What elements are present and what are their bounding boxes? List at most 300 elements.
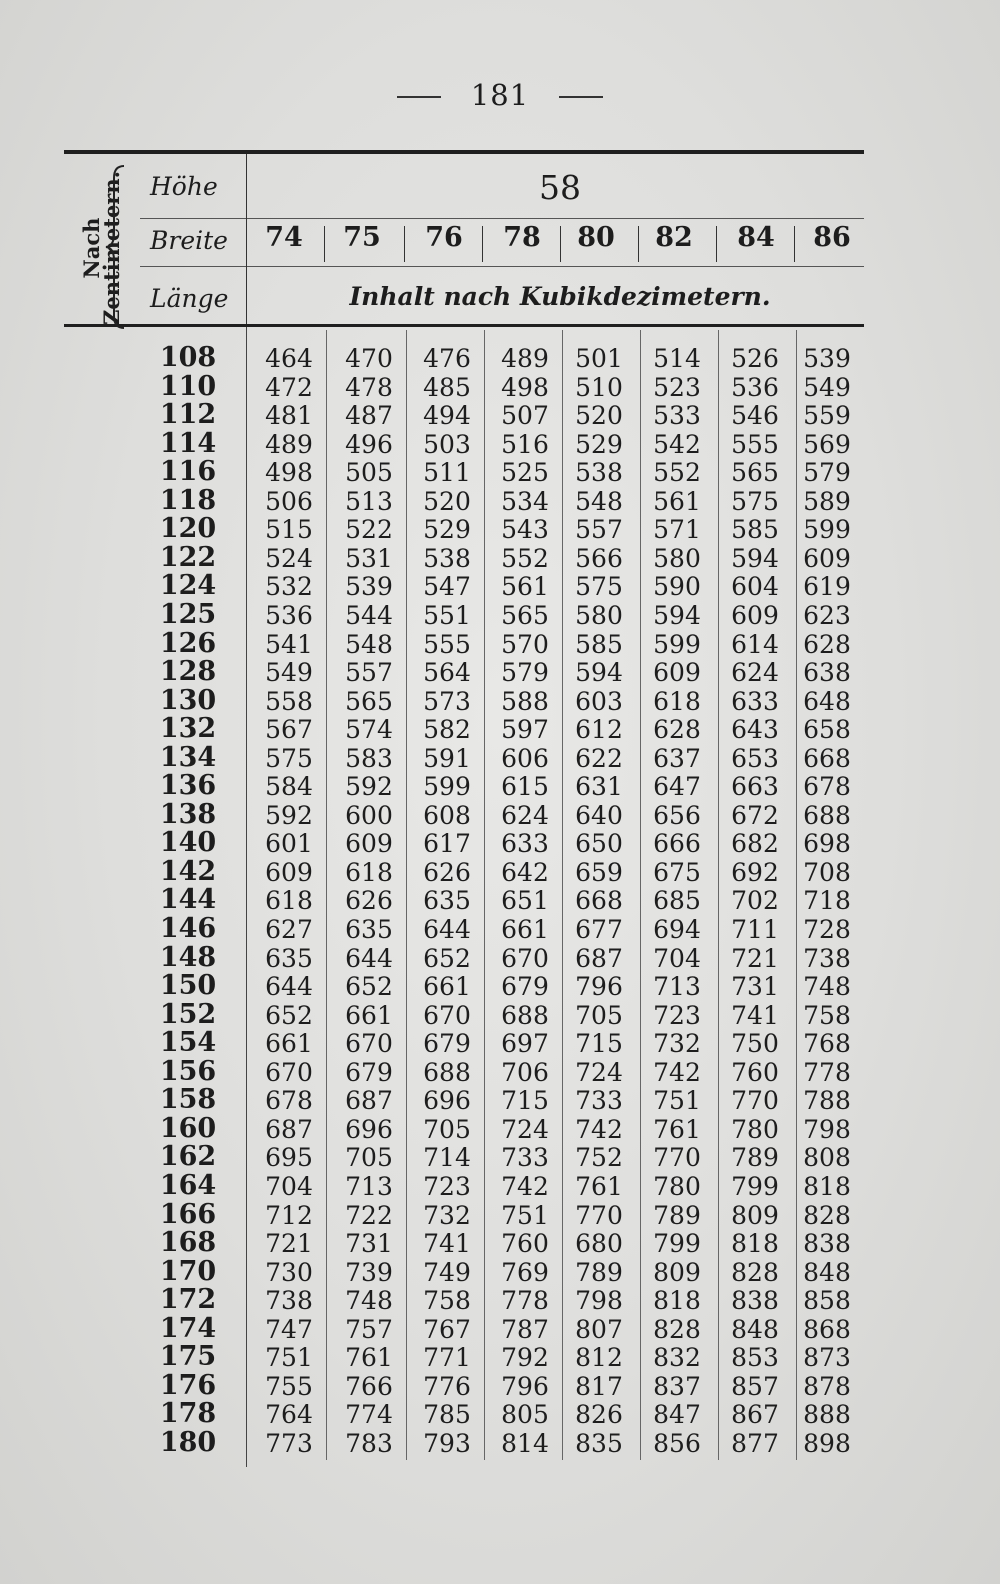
table-row <box>140 772 880 801</box>
volume-cell: 580 <box>575 600 623 630</box>
volume-cell: 570 <box>501 629 549 659</box>
volume-cell: 738 <box>265 1286 313 1316</box>
table-row <box>140 855 880 887</box>
volume-cell: 774 <box>345 1400 393 1430</box>
volume-cell: 652 <box>423 943 471 973</box>
volume-cell: 738 <box>803 943 851 973</box>
volume-cell: 561 <box>653 486 701 516</box>
volume-cell: 548 <box>345 629 393 659</box>
volume-cell: 609 <box>803 543 851 573</box>
volume-cell: 663 <box>731 772 779 802</box>
volume-cell: 652 <box>265 1000 313 1030</box>
volume-cell: 531 <box>345 543 393 573</box>
breite-label: Breite <box>150 226 228 255</box>
volume-cell: 764 <box>265 1400 313 1430</box>
volume-cell: 644 <box>423 915 471 944</box>
volume-cell: 539 <box>345 572 393 602</box>
volume-cell: 705 <box>423 1114 471 1144</box>
volume-cell: 853 <box>731 1343 779 1373</box>
volume-cell: 750 <box>731 1029 779 1059</box>
volume-cell: 557 <box>345 658 393 688</box>
volume-cell: 778 <box>803 1057 851 1087</box>
volume-cell: 785 <box>423 1400 471 1430</box>
volume-cell: 624 <box>501 800 549 830</box>
table-row <box>140 515 880 544</box>
table-row <box>140 627 880 659</box>
volume-cell: 705 <box>345 1143 393 1173</box>
volume-cell: 805 <box>501 1400 549 1430</box>
volume-cell: 668 <box>803 743 851 773</box>
volume-cell: 579 <box>501 658 549 688</box>
volume-cell: 789 <box>731 1143 779 1173</box>
volume-cell: 838 <box>731 1286 779 1316</box>
volume-cell: 818 <box>803 1171 851 1201</box>
volume-cell: 656 <box>653 800 701 830</box>
volume-cell: 761 <box>575 1171 623 1201</box>
volume-cell: 742 <box>501 1171 549 1201</box>
volume-cell: 618 <box>653 686 701 716</box>
length-cell: 160 <box>159 1112 217 1144</box>
volume-cell: 697 <box>501 1029 549 1059</box>
volume-cell: 789 <box>575 1257 623 1287</box>
volume-cell: 478 <box>345 372 393 402</box>
volume-cell: 472 <box>265 372 313 402</box>
volume-cell: 538 <box>423 543 471 573</box>
volume-cell: 668 <box>575 886 623 916</box>
volume-cell: 599 <box>423 772 471 802</box>
volume-cell: 837 <box>653 1371 701 1401</box>
table-row <box>140 572 880 601</box>
volume-cell: 679 <box>501 972 549 1002</box>
breite-divider <box>482 226 483 262</box>
table-row <box>140 1255 880 1287</box>
volume-cell: 487 <box>345 401 393 431</box>
volume-cell: 559 <box>803 401 851 431</box>
volume-cell: 817 <box>575 1371 623 1401</box>
volume-cell: 615 <box>501 772 549 802</box>
volume-cell: 575 <box>575 572 623 602</box>
volume-cell: 601 <box>265 829 313 859</box>
volume-cell: 677 <box>575 915 623 944</box>
volume-cell: 670 <box>345 1029 393 1059</box>
volume-cell: 498 <box>501 372 549 402</box>
volume-cell: 873 <box>803 1343 851 1373</box>
volume-cell: 741 <box>423 1229 471 1259</box>
volume-cell: 812 <box>575 1343 623 1373</box>
laenge-label: Länge <box>150 284 229 313</box>
volume-cell: 638 <box>803 658 851 688</box>
side-label <box>36 160 156 330</box>
volume-cell: 757 <box>345 1314 393 1344</box>
table-row <box>140 344 880 373</box>
volume-cell: 670 <box>423 1000 471 1030</box>
volume-cell: 614 <box>731 629 779 659</box>
volume-cell: 513 <box>345 486 393 516</box>
breite-divider <box>560 226 561 262</box>
volume-cell: 506 <box>265 486 313 516</box>
table-row <box>140 684 880 716</box>
volume-cell: 807 <box>575 1314 623 1344</box>
length-cell: 148 <box>159 941 217 973</box>
volume-cell: 542 <box>653 429 701 459</box>
volume-cell: 687 <box>265 1114 313 1144</box>
volume-cell: 583 <box>345 743 393 773</box>
length-cell: 158 <box>159 1084 217 1116</box>
volume-cell: 597 <box>501 715 549 745</box>
volume-cell: 658 <box>803 715 851 745</box>
volume-cell: 715 <box>501 1086 549 1116</box>
volume-cell: 769 <box>501 1257 549 1287</box>
table-row <box>140 1343 880 1372</box>
volume-cell: 792 <box>501 1343 549 1373</box>
volume-cell: 594 <box>731 543 779 573</box>
table-row <box>140 1086 880 1115</box>
table-row <box>140 458 880 487</box>
volume-cell: 670 <box>501 943 549 973</box>
volume-cell: 544 <box>345 600 393 630</box>
volume-cell: 555 <box>423 629 471 659</box>
volume-cell: 647 <box>653 772 701 802</box>
table-row <box>140 829 880 858</box>
volume-cell: 828 <box>803 1200 851 1230</box>
dash-right <box>559 96 603 98</box>
length-cell: 150 <box>159 970 217 1002</box>
breite-value: 75 <box>343 222 381 253</box>
volume-cell: 494 <box>423 401 471 431</box>
volume-cell: 520 <box>423 486 471 516</box>
volume-cell: 856 <box>653 1428 701 1458</box>
table-row <box>140 1229 880 1258</box>
breite-divider <box>324 226 325 262</box>
volume-cell: 661 <box>423 972 471 1002</box>
length-cell: 136 <box>159 770 217 802</box>
volume-cell: 704 <box>653 943 701 973</box>
volume-cell: 685 <box>653 886 701 916</box>
volume-cell: 619 <box>803 572 851 602</box>
volume-cell: 696 <box>345 1114 393 1144</box>
length-cell: 116 <box>159 456 217 488</box>
volume-cell: 793 <box>423 1428 471 1458</box>
volume-cell: 724 <box>575 1057 623 1087</box>
volume-cell: 796 <box>575 972 623 1002</box>
volume-cell: 533 <box>653 401 701 431</box>
volume-cell: 809 <box>731 1200 779 1230</box>
volume-cell: 555 <box>731 429 779 459</box>
length-cell: 164 <box>159 1169 217 1201</box>
table-row <box>140 1169 880 1201</box>
length-cell: 156 <box>159 1055 217 1087</box>
volume-cell: 612 <box>575 715 623 745</box>
volume-cell: 828 <box>731 1257 779 1287</box>
volume-cell: 538 <box>575 458 623 488</box>
volume-cell: 599 <box>803 515 851 545</box>
volume-cell: 628 <box>653 715 701 745</box>
volume-cell: 788 <box>803 1086 851 1116</box>
volume-cell: 470 <box>345 344 393 373</box>
volume-cell: 589 <box>803 486 851 516</box>
length-cell: 110 <box>159 370 217 402</box>
volume-cell: 814 <box>501 1428 549 1458</box>
dash-left <box>397 96 441 98</box>
volume-cell: 773 <box>265 1428 313 1458</box>
hoehe-label: Höhe <box>150 172 218 201</box>
volume-cell: 798 <box>803 1114 851 1144</box>
table-row <box>140 1112 880 1144</box>
volume-cell: 780 <box>653 1171 701 1201</box>
volume-cell: 771 <box>423 1343 471 1373</box>
volume-cell: 705 <box>575 1000 623 1030</box>
volume-cell: 526 <box>731 344 779 373</box>
volume-cell: 755 <box>265 1371 313 1401</box>
volume-cell: 534 <box>501 486 549 516</box>
table-row <box>140 972 880 1001</box>
volume-cell: 525 <box>501 458 549 488</box>
volume-cell: 877 <box>731 1428 779 1458</box>
volume-cell: 501 <box>575 344 623 373</box>
volume-cell: 565 <box>731 458 779 488</box>
table-row <box>140 1143 880 1172</box>
breite-divider <box>404 226 405 262</box>
volume-cell: 688 <box>423 1057 471 1087</box>
volume-cell: 687 <box>345 1086 393 1116</box>
volume-cell: 661 <box>345 1000 393 1030</box>
volume-cell: 609 <box>265 857 313 887</box>
volume-cell: 722 <box>345 1200 393 1230</box>
volume-cell: 642 <box>501 857 549 887</box>
volume-cell: 776 <box>423 1371 471 1401</box>
volume-cell: 648 <box>803 686 851 716</box>
volume-cell: 780 <box>731 1114 779 1144</box>
volume-cell: 748 <box>803 972 851 1002</box>
volume-cell: 731 <box>345 1229 393 1259</box>
volume-cell: 569 <box>803 429 851 459</box>
table-row <box>140 1198 880 1230</box>
length-cell: 134 <box>159 741 217 773</box>
volume-cell: 712 <box>265 1200 313 1230</box>
length-cell: 174 <box>159 1312 217 1344</box>
volume-cell: 718 <box>803 886 851 916</box>
volume-cell: 529 <box>423 515 471 545</box>
volume-cell: 770 <box>653 1143 701 1173</box>
volume-cell: 561 <box>501 572 549 602</box>
length-cell: 180 <box>159 1426 217 1458</box>
volume-cell: 799 <box>731 1171 779 1201</box>
hoehe-value: 58 <box>539 168 581 207</box>
length-cell: 124 <box>159 570 217 602</box>
volume-cell: 644 <box>265 972 313 1002</box>
length-cell: 130 <box>159 684 217 716</box>
volume-cell: 761 <box>345 1343 393 1373</box>
volume-cell: 552 <box>501 543 549 573</box>
volume-cell: 549 <box>265 658 313 688</box>
volume-cell: 711 <box>731 915 779 944</box>
volume-cell: 514 <box>653 344 701 373</box>
volume-cell: 758 <box>423 1286 471 1316</box>
table-row <box>140 1286 880 1315</box>
volume-cell: 661 <box>501 915 549 944</box>
volume-cell: 552 <box>653 458 701 488</box>
table-row <box>140 1312 880 1344</box>
volume-cell: 626 <box>423 857 471 887</box>
side-label-text: Nach Zentimetern. <box>79 171 124 325</box>
volume-cell: 888 <box>803 1400 851 1430</box>
table-row <box>140 741 880 773</box>
volume-cell: 723 <box>653 1000 701 1030</box>
volume-cell: 609 <box>653 658 701 688</box>
volume-cell: 652 <box>345 972 393 1002</box>
volume-cell: 565 <box>345 686 393 716</box>
length-cell: 175 <box>159 1341 217 1373</box>
volume-cell: 628 <box>803 629 851 659</box>
volume-cell: 741 <box>731 1000 779 1030</box>
volume-cell: 651 <box>501 886 549 916</box>
volume-cell: 558 <box>265 686 313 716</box>
length-cell: 122 <box>159 541 217 573</box>
volume-cell: 476 <box>423 344 471 373</box>
length-cell: 142 <box>159 855 217 887</box>
volume-cell: 670 <box>265 1057 313 1087</box>
volume-cell: 609 <box>345 829 393 859</box>
length-cell: 140 <box>159 827 217 859</box>
page-number <box>0 78 1000 112</box>
volume-cell: 515 <box>265 515 313 545</box>
volume-cell: 706 <box>501 1057 549 1087</box>
volume-cell: 698 <box>803 829 851 859</box>
volume-cell: 672 <box>731 800 779 830</box>
table-row <box>140 915 880 944</box>
volume-cell: 523 <box>653 372 701 402</box>
volume-cell: 485 <box>423 372 471 402</box>
volume-cell: 489 <box>265 429 313 459</box>
length-cell: 144 <box>159 884 217 916</box>
length-cell: 125 <box>159 598 217 630</box>
volume-cell: 728 <box>803 915 851 944</box>
volume-cell: 520 <box>575 401 623 431</box>
volume-cell: 618 <box>265 886 313 916</box>
length-cell: 166 <box>159 1198 217 1230</box>
volume-cell: 723 <box>423 1171 471 1201</box>
volume-cell: 848 <box>803 1257 851 1287</box>
volume-cell: 529 <box>575 429 623 459</box>
breite-divider <box>794 226 795 262</box>
length-cell: 170 <box>159 1255 217 1287</box>
volume-cell: 575 <box>265 743 313 773</box>
volume-cell: 666 <box>653 829 701 859</box>
volume-cell: 650 <box>575 829 623 859</box>
volume-cell: 695 <box>265 1143 313 1173</box>
volume-cell: 733 <box>501 1143 549 1173</box>
volume-cell: 789 <box>653 1200 701 1230</box>
volume-cell: 732 <box>653 1029 701 1059</box>
length-cell: 172 <box>159 1284 217 1316</box>
volume-cell: 826 <box>575 1400 623 1430</box>
volume-cell: 688 <box>501 1000 549 1030</box>
volume-cell: 702 <box>731 886 779 916</box>
volume-cell: 731 <box>731 972 779 1002</box>
volume-cell: 622 <box>575 743 623 773</box>
table-row <box>140 370 880 402</box>
volume-cell: 696 <box>423 1086 471 1116</box>
volume-cell: 600 <box>345 800 393 830</box>
volume-cell: 585 <box>731 515 779 545</box>
volume-cell: 579 <box>803 458 851 488</box>
length-cell: 114 <box>159 427 217 459</box>
length-cell: 146 <box>159 913 217 944</box>
table-row <box>140 998 880 1030</box>
length-cell: 128 <box>159 656 217 688</box>
volume-cell: 688 <box>803 800 851 830</box>
volume-cell: 787 <box>501 1314 549 1344</box>
volume-cell: 592 <box>265 800 313 830</box>
volume-cell: 847 <box>653 1400 701 1430</box>
table-row <box>140 715 880 744</box>
volume-cell: 498 <box>265 458 313 488</box>
breite-divider <box>716 226 717 262</box>
volume-cell: 675 <box>653 857 701 887</box>
volume-cell: 798 <box>575 1286 623 1316</box>
volume-cell: 733 <box>575 1086 623 1116</box>
volume-cell: 796 <box>501 1371 549 1401</box>
volume-cell: 680 <box>575 1229 623 1259</box>
volume-cell: 580 <box>653 543 701 573</box>
volume-cell: 481 <box>265 401 313 431</box>
page-number-text: 181 <box>470 78 530 112</box>
curly-brace-icon <box>104 164 126 330</box>
breite-value: 82 <box>655 222 693 253</box>
volume-cell: 590 <box>653 572 701 602</box>
volume-cell: 747 <box>265 1314 313 1344</box>
volume-cell: 532 <box>265 572 313 602</box>
volume-cell: 751 <box>653 1086 701 1116</box>
volume-cell: 878 <box>803 1371 851 1401</box>
volume-cell: 633 <box>501 829 549 859</box>
volume-cell: 694 <box>653 915 701 944</box>
volume-cell: 631 <box>575 772 623 802</box>
volume-cell: 573 <box>423 686 471 716</box>
volume-cell: 541 <box>265 629 313 659</box>
volume-cell: 511 <box>423 458 471 488</box>
length-cell: 120 <box>159 513 217 545</box>
header-line-1 <box>140 218 864 219</box>
volume-cell: 594 <box>575 658 623 688</box>
volume-cell: 539 <box>803 344 851 373</box>
volume-cell: 565 <box>501 600 549 630</box>
volume-cell: 679 <box>423 1029 471 1059</box>
volume-cell: 835 <box>575 1428 623 1458</box>
length-cell: 178 <box>159 1398 217 1430</box>
volume-cell: 730 <box>265 1257 313 1287</box>
volume-cell: 721 <box>265 1229 313 1259</box>
volume-cell: 898 <box>803 1428 851 1458</box>
length-cell: 138 <box>159 798 217 830</box>
volume-cell: 633 <box>731 686 779 716</box>
inhalt-label: Inhalt nach Kubikdezimetern. <box>349 282 771 311</box>
length-cell: 152 <box>159 998 217 1030</box>
volume-cell: 659 <box>575 857 623 887</box>
top-rule <box>64 150 864 154</box>
volume-cell: 770 <box>731 1086 779 1116</box>
volume-cell: 574 <box>345 715 393 745</box>
volume-cell: 808 <box>803 1143 851 1173</box>
volume-cell: 489 <box>501 344 549 373</box>
table-row <box>140 484 880 516</box>
volume-cell: 524 <box>265 543 313 573</box>
table-row <box>140 401 880 430</box>
volume-cell: 748 <box>345 1286 393 1316</box>
table-row <box>140 658 880 687</box>
volume-cell: 584 <box>265 772 313 802</box>
length-cell: 118 <box>159 484 217 516</box>
